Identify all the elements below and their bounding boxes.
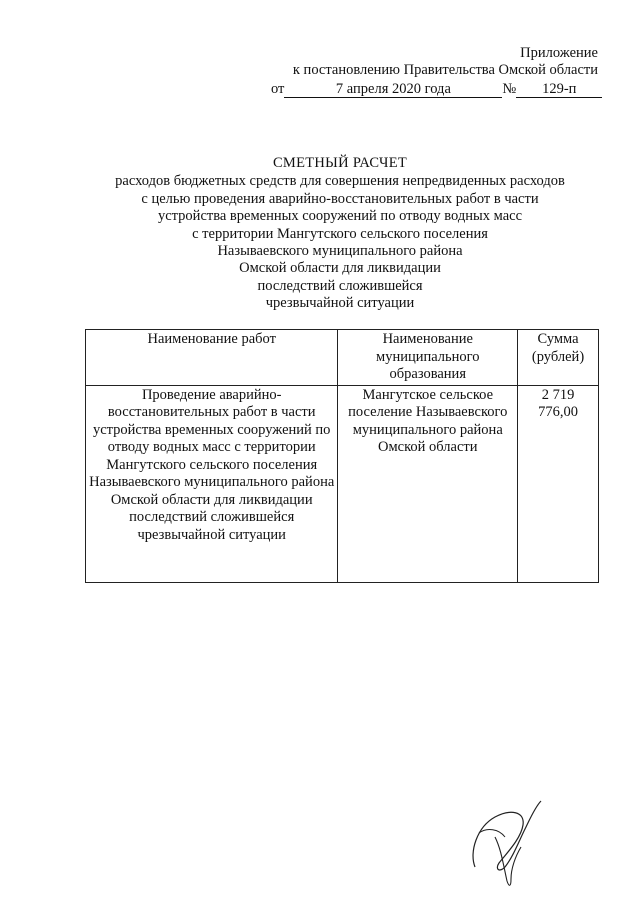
cell-amount: 2 719 776,00: [518, 385, 599, 582]
appendix-header: [238, 45, 598, 79]
subtitle-line: последствий сложившейся: [257, 277, 423, 294]
estimate-table: [85, 329, 599, 583]
header-municipality: Наименование муниципального образования: [338, 330, 518, 386]
number-sign: №: [502, 81, 517, 97]
subtitle-line: Омской области для ликвидации: [239, 260, 441, 277]
document-title-block: [60, 155, 620, 313]
subtitle-line: расходов бюджетных средств для совершения непредвиденных расходов: [115, 173, 565, 190]
subtitle-line: с целью проведения аварийно-восстановительных работ в части: [141, 190, 539, 207]
appendix-label: Приложение: [520, 45, 598, 61]
decree-date-number-line: [271, 81, 599, 98]
cell-municipality: Мангутское сельское поселение Называевского муниципального района Омской области: [338, 385, 518, 582]
header-work-name: Наименование работ: [86, 330, 338, 386]
cell-work-name: Проведение аварийно-восстановительных работ в части устройства временных сооружений по отводу водных масс с территории Мангутского сельского поселения Называевского муниципального района Омской области для ликвидации последствий сложившейся чрезвычайной ситуации: [86, 385, 338, 582]
subtitle-line: чрезвычайной ситуации: [265, 295, 415, 312]
decree-number: 129-п: [516, 81, 602, 98]
from-prefix: от: [271, 81, 285, 97]
table-header-row: [86, 330, 599, 386]
decree-reference: к постановлению Правительства Омской области: [292, 62, 598, 78]
subtitle-line: с территории Мангутского сельского поселения: [192, 225, 488, 242]
table-row: [86, 385, 599, 582]
header-amount: Сумма (рублей): [518, 330, 599, 386]
subtitle-line: устройства временных сооружений по отводу водных масс: [157, 208, 523, 225]
subtitle-line: Называевского муниципального района: [217, 243, 463, 260]
document-title: СМЕТНЫЙ РАСЧЕТ: [272, 155, 408, 171]
handwritten-signature: [465, 797, 555, 889]
decree-date: 7 апреля 2020 года: [284, 81, 502, 98]
